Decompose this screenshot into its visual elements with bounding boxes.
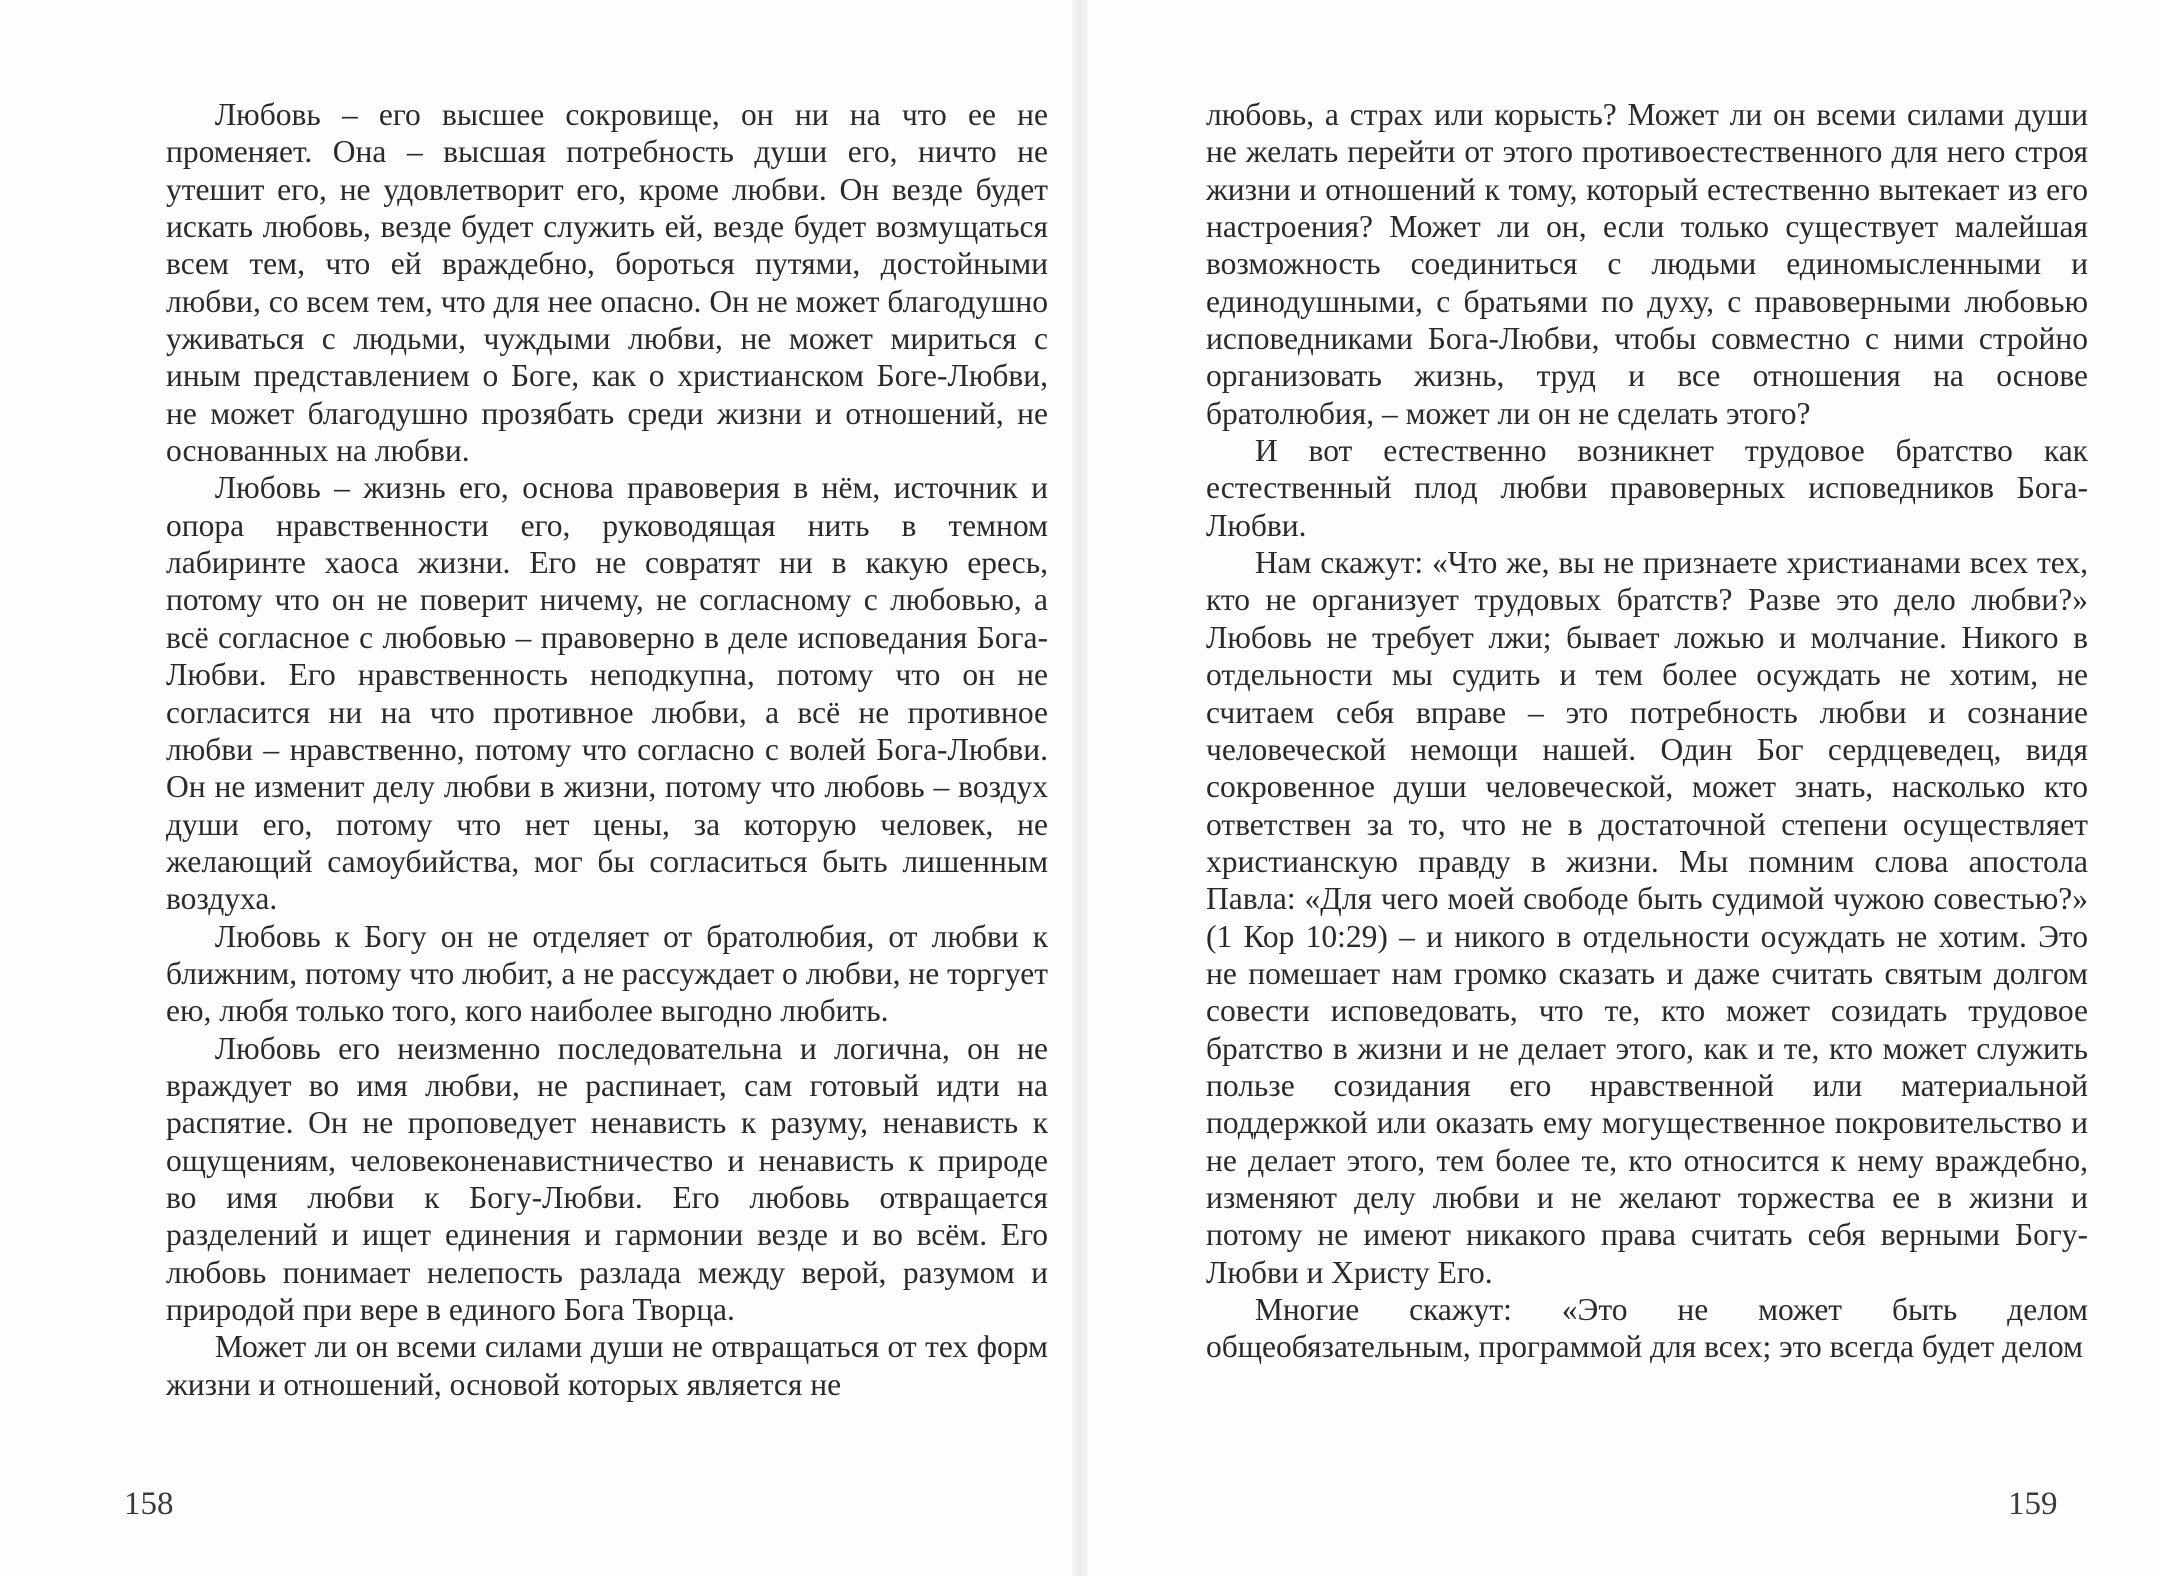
left-page-text xyxy=(166,96,1048,1403)
paragraph: Нам скажут: «Что же, вы не признаете христианами всех тех, кто не организует трудовых братств? Разве это дело любви?» Любовь не требует лжи; бывает ложью и молчание. Никого в отдельности мы судить и тем более осуждать не хотим, не считаем себя вправе – это потребность любви и сознание человеческой немощи нашей. Один Бог сердцеведец, видя сокровенное души человеческой, может знать, насколько кто ответствен за то, что не в достаточной степени осуществляет христианскую правду в жизни. Мы помним слова апостола Павла: «Для чего моей свободе быть судимой чужою совестью?» (1 Кор 10:29) – и никого в отдельности осуждать не хотим. Это не помешает нам громко сказать и даже считать святым долгом совести исповедовать, что те, кто может созидать трудовое братство в жизни и не делает этого, как и те, кто может служить пользе созидания его нравственной или материальной поддержкой или оказать ему могущественное покровительство и не делает этого, тем более те, кто относится к нему враждебно, изменяют делу любви и не желают торжества ее в жизни и потому не имеют никакого права считать себя верными Богу-Любви и Христу Его. xyxy=(1206,545,2088,1290)
page-number-right: 159 xyxy=(2008,1486,2058,1522)
right-page-text xyxy=(1206,96,2088,1366)
paragraph: Любовь его неизменно последовательна и логична, он не враждует во имя любви, не распинает, сам готовый идти на распятие. Он не проповедует ненависть к разуму, ненависть к ощущениям, человеконенавистничество и ненависть к природе во имя любви к Богу-Любви. Его любовь отвращается разделений и ищет единения и гармонии везде и во всём. Его любовь понимает нелепость разлада между верой, разумом и природой при вере в единого Бога Творца. xyxy=(166,1030,1048,1327)
paragraph: Может ли он всеми силами души не отвращаться от тех форм жизни и отношений, основой которых является не xyxy=(166,1329,1048,1402)
paragraph-continued: любовь, а страх или корысть? Может ли он всеми силами души не желать перейти от этого противоестественного для него строя жизни и отношений к тому, который естественно вытекает из его настроения? Может ли он, если только существует малейшая возможность соединиться с людьми единомысленными и единодушными, с братьями по духу, с правоверными любовью исповедниками Бога-Любви, чтобы совместно с ними стройно организовать жизнь, труд и все отношения на основе братолюбия, – может ли он не сделать этого? xyxy=(1206,97,2088,431)
book-gutter xyxy=(1072,0,1088,1576)
page-number-left: 158 xyxy=(124,1486,174,1522)
paragraph: Многие скажут: «Это не может быть делом общеобязательным, программой для всех; это всегда будет делом xyxy=(1206,1292,2088,1365)
paragraph: И вот естественно возникнет трудовое братство как естественный плод любви правоверных исповедников Бога-Любви. xyxy=(1206,433,2088,543)
right-page xyxy=(1206,96,2088,1366)
left-page xyxy=(166,96,1048,1403)
paragraph: Любовь – его высшее сокровище, он ни на что ее не променяет. Она – высшая потребность души его, ничто не утешит его, не удовлетворит его, кроме любви. Он везде будет искать любовь, везде будет служить ей, везде будет возмущаться всем тем, что ей враждебно, бороться путями, достойными любви, со всем тем, что для нее опасно. Он не может благодушно уживаться с людьми, чуждыми любви, не может мириться с иным представлением о Боге, как о христианском Боге-Любви, не может благодушно прозябать среди жизни и отношений, не основанных на любви. xyxy=(166,97,1048,469)
paragraph: Любовь – жизнь его, основа правоверия в нём, источник и опора нравственности его, руководящая нить в темном лабиринте хаоса жизни. Его не совратят ни в какую ересь, потому что он не поверит ничему, не согласному с любовью, а всё согласное с любовью – правоверно в деле исповедания Бога-Любви. Его нравственность неподкупна, потому что он не согласится ни на что противное любви, а всё не противное любви – нравственно, потому что согласно с волей Бога-Любви. Он не изменит делу любви в жизни, потому что любовь – воздух души его, потому что нет цены, за которую человек, не желающий самоубийства, мог бы согласиться быть лишенным воздуха. xyxy=(166,470,1048,917)
paragraph: Любовь к Богу он не отделяет от братолюбия, от любви к ближним, потому что любит, а не рассуждает о любви, не торгует ею, любя только того, кого наиболее выгодно любить. xyxy=(166,918,1048,1029)
